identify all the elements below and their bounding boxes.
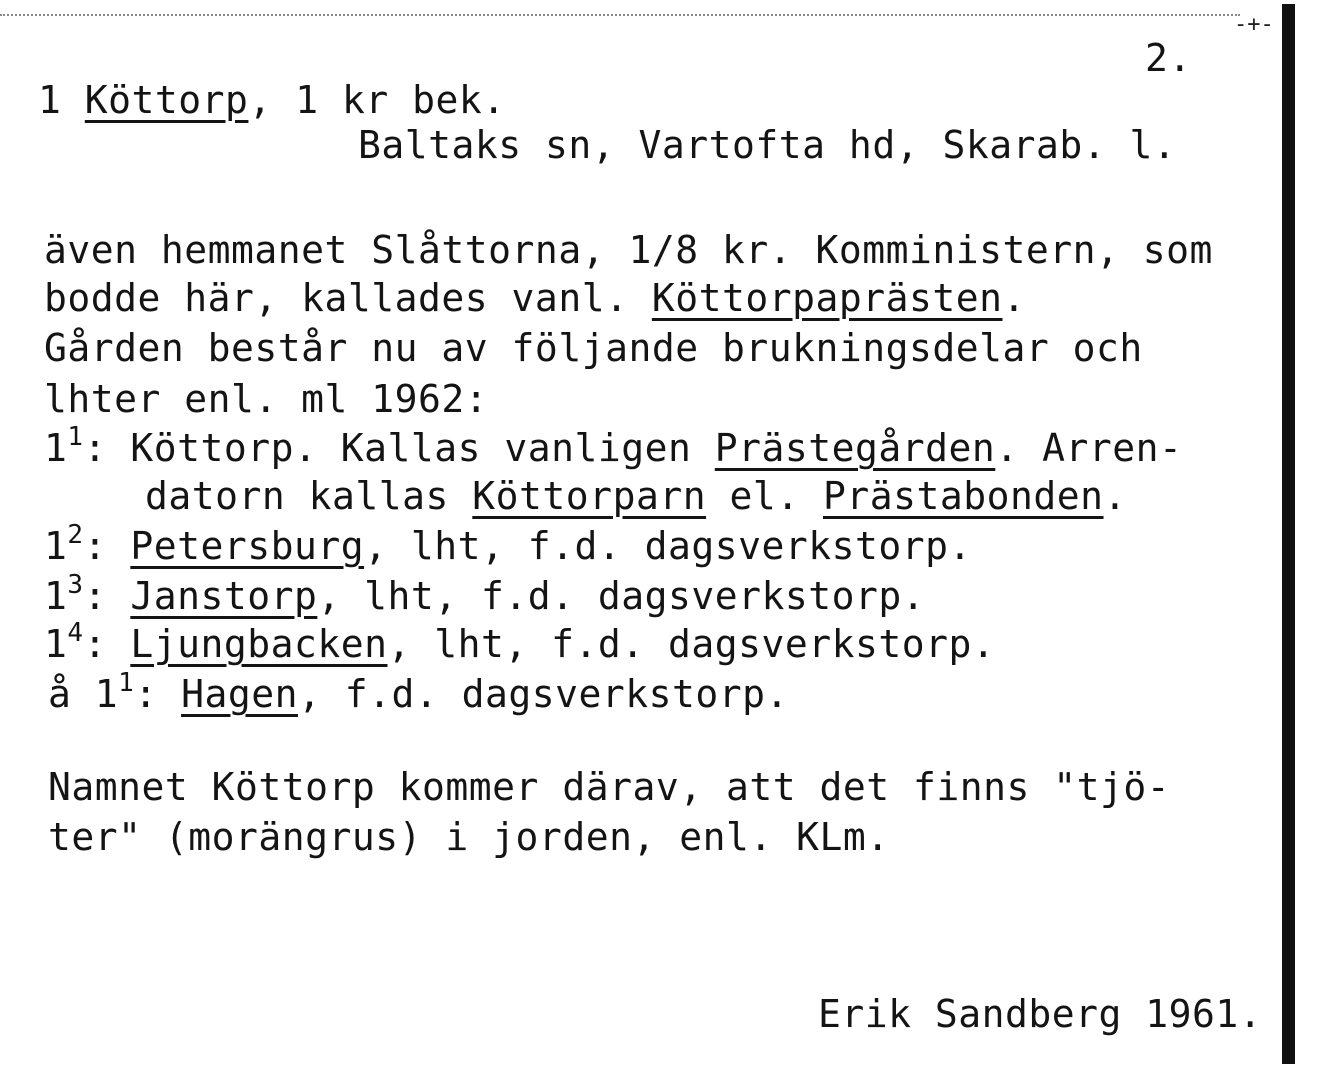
underlined-term: Köttorparn	[472, 474, 707, 518]
entry-1-2: $1^2$: Petersburg, lht, f.d. dagsverkstorp.	[44, 520, 972, 568]
place-name: Köttorp	[84, 78, 249, 122]
location-line: Baltaks sn, Vartofta hd, Skarab. l.	[358, 123, 1177, 167]
underlined-term: Ljungbacken	[130, 622, 388, 666]
paragraph2-line1: Namnet Köttorp kommer därav, att det finns "tjö-	[48, 765, 1171, 809]
paragraph1-line2: bodde här, kallades vanl. Köttorpaprästen.	[44, 276, 1026, 320]
entry-superscript: 3	[67, 570, 84, 600]
entry-superscript: 1	[67, 422, 84, 452]
heading-number: 1	[38, 78, 62, 122]
underlined-term: Janstorp	[130, 574, 318, 618]
entry-1-1: $1^1$: Köttorp. Kallas vanligen Prästegården. Arren-	[44, 422, 1183, 470]
entry-superscript: 2	[67, 520, 84, 550]
entry-1-1-continuation: datorn kallas Köttorparn el. Prästabonden.	[145, 474, 1127, 518]
paragraph1-line3: Gården består nu av följande brukningsdelar och	[44, 326, 1143, 370]
underlined-term: Prästabonden	[822, 474, 1104, 518]
heading-line	[38, 78, 506, 122]
signature: Erik Sandberg 1961.	[818, 992, 1263, 1036]
paragraph2-line2: ter" (morängrus) i jorden, enl. KLm.	[48, 815, 890, 859]
paragraph1-line1: även hemmanet Slåttorna, 1/8 kr. Komministern, som	[44, 228, 1213, 272]
underlined-term: Petersburg	[130, 524, 365, 568]
heading-rest: , 1 kr bek.	[248, 78, 506, 122]
paragraph1-line4: lhter enl. ml 1962:	[44, 377, 489, 421]
entry-superscript: 4	[67, 618, 84, 648]
underlined-term: Köttorpaprästen	[651, 276, 1003, 320]
page-number: 2.	[1145, 36, 1192, 80]
entry-superscript: 1	[118, 668, 135, 698]
underlined-term: Prästegården	[714, 426, 996, 470]
top-dotted-rule	[0, 14, 1240, 16]
cross-mark-icon: -+-	[1234, 12, 1274, 37]
card-edge-bar	[1282, 4, 1295, 1064]
entry-1-4: $1^4$: Ljungbacken, lht, f.d. dagsverkstorp.	[44, 618, 996, 666]
entry-1-3: $1^3$: Janstorp, lht, f.d. dagsverkstorp.	[44, 570, 926, 618]
underlined-term: Hagen	[181, 672, 298, 716]
entry-a-1-1: å $1^1$: Hagen, f.d. dagsverkstorp.	[48, 668, 789, 716]
